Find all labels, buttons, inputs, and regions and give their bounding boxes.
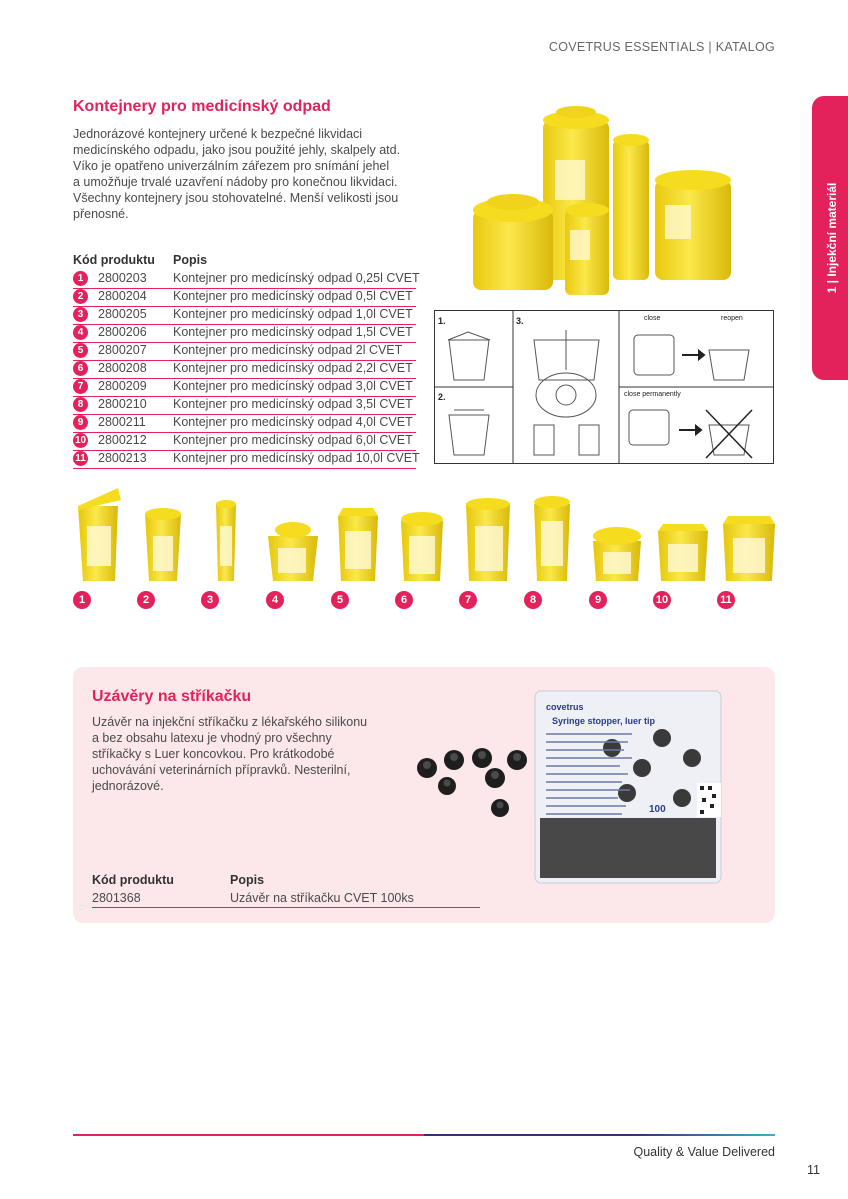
size-badge: 6 — [395, 591, 413, 609]
container-sizes-photo — [73, 486, 783, 586]
footer-divider — [73, 1134, 775, 1136]
table-row — [73, 270, 420, 289]
product-desc: Kontejner pro medicínský odpad 6,0l CVET — [173, 433, 413, 447]
section-description-containers: Jednorázové kontejnery určené k bezpečné likvidaci medicínského odpadu, jako jsou použité jehly, skalpely atd. Víko je opatřeno univerzálním zářezem pro snímání jehel a umožňuje trvalé uzavření nádoby pro konečnou likvidaci. Všechny kontejnery jsou stohovatelné. Menší velikosti jsou přenosné. — [73, 127, 401, 221]
table-row — [73, 378, 416, 397]
product-desc: Kontejner pro medicínský odpad 0,5l CVET — [173, 289, 413, 303]
col-header-desc: Popis — [173, 253, 208, 267]
col-header-code: Kód produktu — [73, 253, 155, 267]
table-row — [73, 324, 416, 343]
catalog-header: COVETRUS ESSENTIALS | KATALOG — [548, 40, 775, 54]
close-label: close — [644, 315, 661, 322]
usage-diagram — [434, 310, 774, 464]
size-badge: 1 — [73, 591, 91, 609]
product-code: 2800203 — [98, 271, 147, 285]
product-code: 2800207 — [98, 343, 147, 357]
size-badge: 7 — [459, 591, 477, 609]
row-number: 4 — [73, 325, 88, 340]
row-number: 7 — [73, 379, 88, 394]
product-code: 2800205 — [98, 307, 147, 321]
chapter-tab-label: 1 | Injekční materiál — [825, 182, 839, 294]
product-code: 2801368 — [92, 891, 141, 905]
product-code: 2800206 — [98, 325, 147, 339]
containers-group-photo — [465, 100, 740, 300]
step-2-label: 2. — [438, 392, 446, 402]
bag-count: 100 — [649, 804, 666, 815]
section-title-stoppers: Uzávěry na stříkačku — [92, 688, 252, 705]
bag-label: Syringe stopper, luer tip — [552, 716, 656, 726]
product-code: 2800209 — [98, 379, 147, 393]
size-badge: 5 — [331, 591, 349, 609]
product-code: 2800213 — [98, 451, 147, 465]
product-code: 2800211 — [98, 415, 146, 429]
product-desc: Kontejner pro medicínský odpad 0,25l CVET — [173, 271, 420, 285]
row-number: 9 — [73, 415, 88, 430]
product-desc: Kontejner pro medicínský odpad 4,0l CVET — [173, 415, 413, 429]
size-badge: 10 — [653, 591, 671, 609]
row-number: 10 — [74, 435, 87, 446]
table-row — [73, 360, 416, 379]
step-3-label: 3. — [516, 316, 524, 326]
product-desc: Kontejner pro medicínský odpad 10,0l CVET — [173, 451, 420, 465]
table-row — [73, 306, 416, 325]
product-desc: Uzávěr na stříkačku CVET 100ks — [230, 891, 414, 905]
page-number: 11 — [807, 1163, 820, 1177]
footer-tagline: Quality & Value Delivered — [633, 1145, 775, 1159]
table-row — [73, 396, 416, 415]
col-header-desc: Popis — [230, 873, 265, 887]
table-row — [73, 432, 416, 451]
step-1-label: 1. — [438, 316, 446, 326]
row-number: 3 — [73, 307, 88, 322]
table-row — [73, 450, 420, 469]
section-description-stoppers: Uzávěr na injekční stříkačku z lékařského silikonu a bez obsahu latexu je vhodný pro všechny stříkačky s Luer koncovkou. Pro krátkodobé uchovávání veterinárních přípravků. Nesterilní, jednorázové. — [92, 715, 368, 793]
row-number: 1 — [73, 271, 88, 286]
table-row — [73, 288, 416, 307]
product-code: 2800208 — [98, 361, 147, 375]
row-number: 11 — [73, 451, 88, 466]
row-number: 6 — [73, 361, 88, 376]
size-badge: 8 — [524, 591, 542, 609]
table-row — [73, 342, 416, 361]
reopen-label: reopen — [721, 315, 743, 322]
product-code: 2800212 — [98, 433, 147, 447]
size-badge: 2 — [137, 591, 155, 609]
bag-brand: covetrus — [546, 702, 584, 712]
product-desc: Kontejner pro medicínský odpad 3,0l CVET — [173, 379, 413, 393]
col-header-code: Kód produktu — [92, 873, 174, 887]
table-row — [92, 890, 480, 908]
table-row — [73, 414, 416, 433]
size-badge: 4 — [266, 591, 284, 609]
product-code: 2800204 — [98, 289, 147, 303]
stoppers-photo — [412, 738, 532, 818]
size-badge: 3 — [201, 591, 219, 609]
product-code: 2800210 — [98, 397, 147, 411]
product-desc: Kontejner pro medicínský odpad 1,0l CVET — [173, 307, 413, 321]
chapter-tab — [812, 96, 848, 380]
close-permanently-label: close permanently — [624, 391, 681, 398]
product-desc: Kontejner pro medicínský odpad 2l CVET — [173, 343, 403, 357]
stopper-bag-photo — [532, 688, 724, 886]
product-desc: Kontejner pro medicínský odpad 3,5l CVET — [173, 397, 413, 411]
size-badge: 9 — [589, 591, 607, 609]
product-desc: Kontejner pro medicínský odpad 1,5l CVET — [173, 325, 413, 339]
row-number: 8 — [73, 397, 88, 412]
row-number: 5 — [73, 343, 88, 358]
row-number: 2 — [73, 289, 88, 304]
section-title-containers: Kontejnery pro medicínský odpad — [73, 98, 331, 115]
size-badge: 11 — [717, 591, 735, 609]
product-desc: Kontejner pro medicínský odpad 2,2l CVET — [173, 361, 413, 375]
